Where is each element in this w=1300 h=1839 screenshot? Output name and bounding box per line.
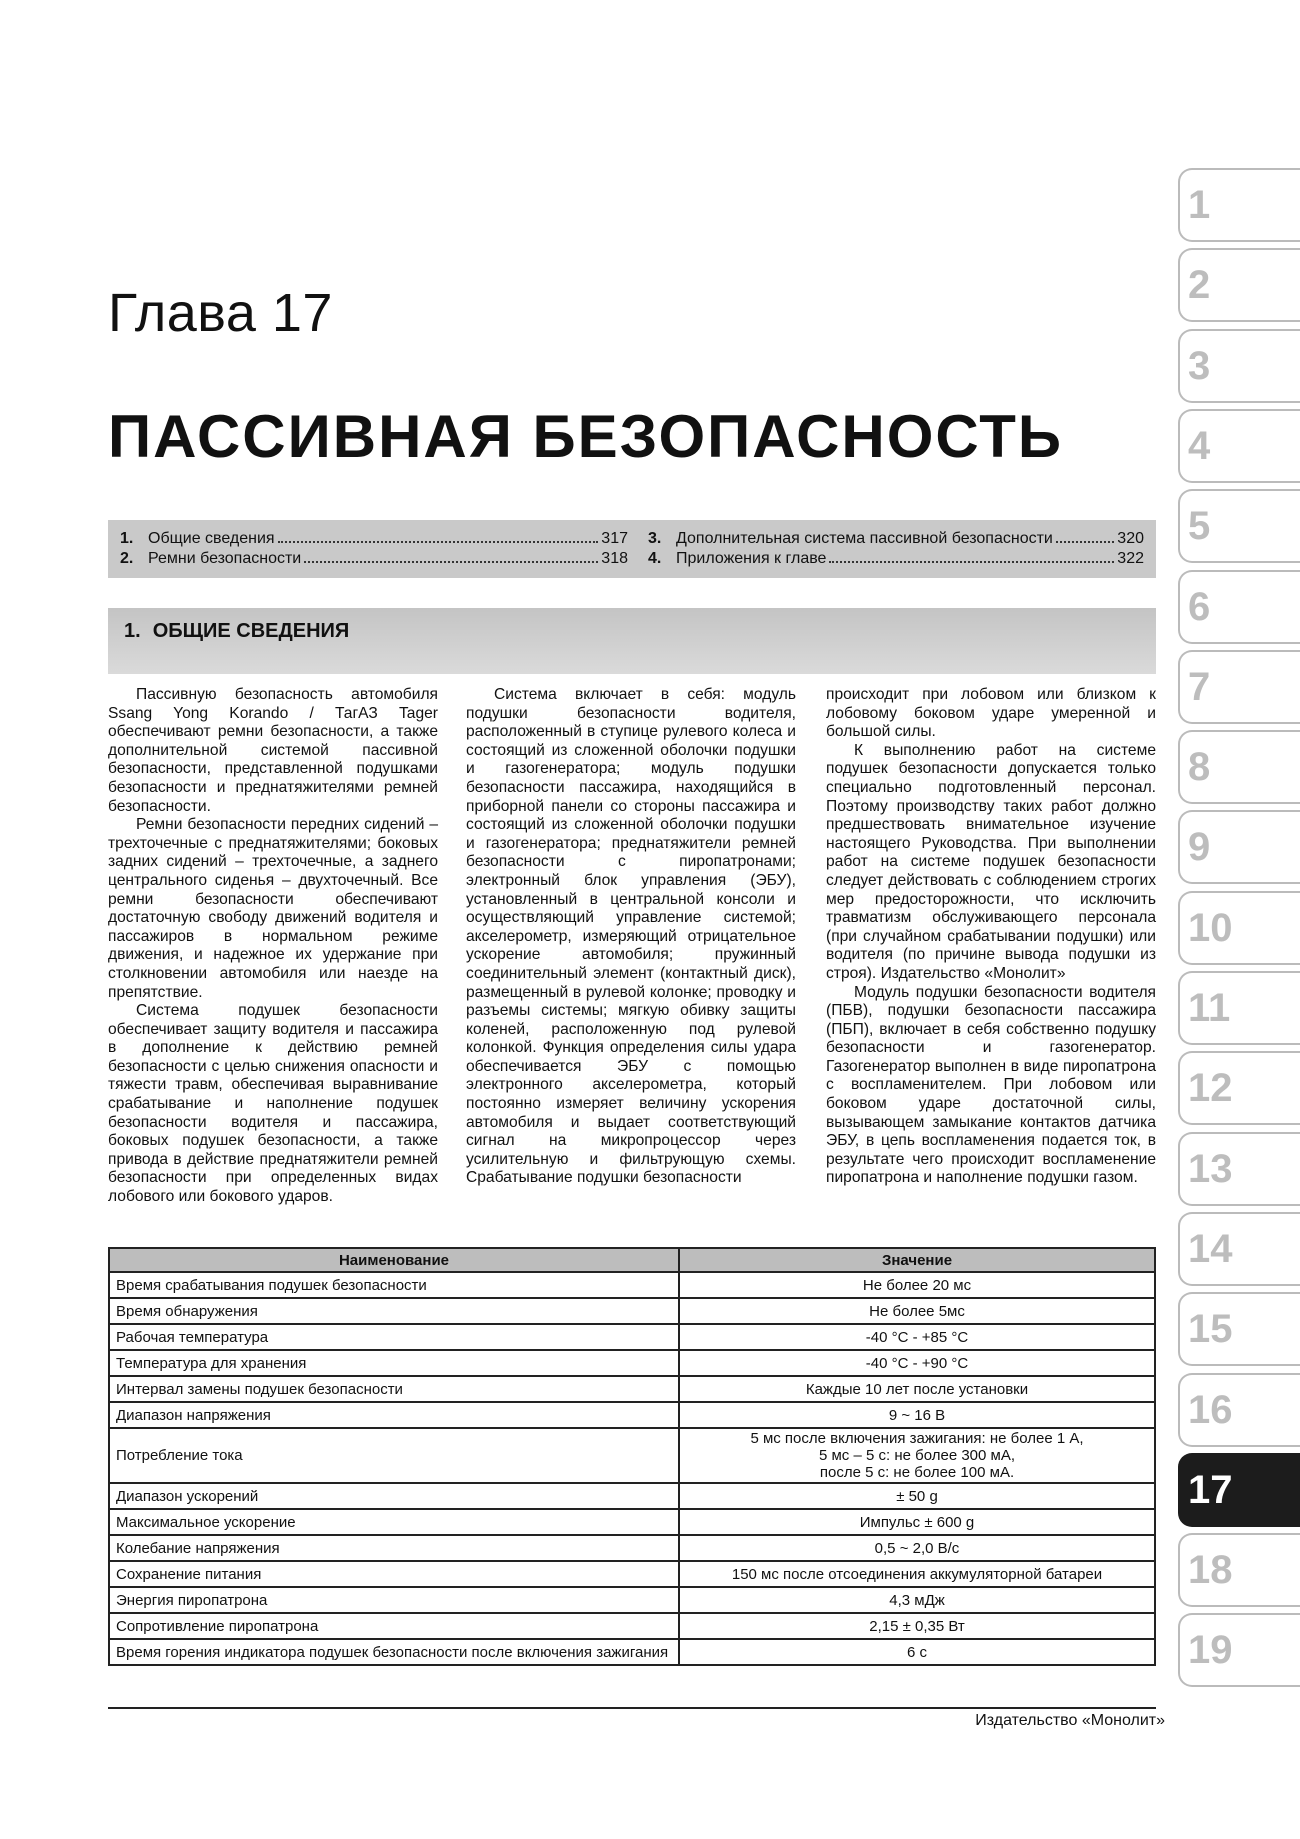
toc-column-right: [648, 530, 1144, 570]
spec-name: Рабочая температура: [109, 1324, 679, 1350]
spec-name: Время горения индикатора подушек безопасности после включения зажигания: [109, 1639, 679, 1665]
section-number: 1.: [124, 620, 141, 642]
table-row: [109, 1324, 1155, 1350]
spec-name: Интервал замены подушек безопасности: [109, 1376, 679, 1402]
spec-name: Время обнаружения: [109, 1298, 679, 1324]
chapter-tab-15[interactable]: 15: [1178, 1292, 1300, 1366]
chapter-tab-2[interactable]: 2: [1178, 248, 1300, 322]
toc-item-page: 317: [601, 530, 628, 547]
chapter-tab-8[interactable]: 8: [1178, 730, 1300, 804]
paragraph: Модуль подушки безопасности водителя (ПБВ), подушки безопасности пассажира (ПБП), включает в себя собственно подушку безопасности и газогенератор. Газогенератор выполнен в виде пиропатрона с воспламенителем. При лобовом или боковом ударе достаточной силы, вызывающем замыкание контактов датчика ЭБУ, в цепь воспламенения подается ток, в результате чего происходит воспламенение пиропатрона и наполнение подушки газом.: [826, 983, 1156, 1187]
toc-item-page: 322: [1117, 550, 1144, 567]
toc-column-left: [120, 530, 628, 570]
toc-item-number: 2.: [120, 550, 134, 567]
toc-leader: [829, 561, 1114, 563]
chapter-title: ПАССИВНАЯ БЕЗОПАСНОСТЬ: [108, 403, 1064, 470]
spec-name: Сохранение питания: [109, 1561, 679, 1587]
toc-item[interactable]: [120, 550, 628, 570]
chapter-tab-17[interactable]: 17: [1178, 1453, 1300, 1527]
table-row: [109, 1272, 1155, 1298]
table-row: [109, 1483, 1155, 1509]
toc-leader: [1056, 541, 1114, 543]
toc-item[interactable]: [648, 550, 1144, 570]
chapter-tab-7[interactable]: 7: [1178, 650, 1300, 724]
toc-leader: [304, 561, 598, 563]
footer-rule: [108, 1707, 1156, 1709]
chapter-tab-19[interactable]: 19: [1178, 1613, 1300, 1687]
spec-name: Диапазон напряжения: [109, 1402, 679, 1428]
toc-item-text: Общие сведения: [148, 530, 275, 547]
table-row: [109, 1376, 1155, 1402]
paragraph: Пассивную безопасность автомобиля Ssang Yong Korando / ТагАЗ Tager обеспечивают ремни безопасности, а также дополнительной системой пассивной безопасности, представленной подушками безопасности и преднатяжителями ремней безопасности.: [108, 686, 438, 815]
table-row: [109, 1613, 1155, 1639]
chapter-tab-5[interactable]: 5: [1178, 489, 1300, 563]
chapter-tab-18[interactable]: 18: [1178, 1533, 1300, 1607]
spec-name: Энергия пиропатрона: [109, 1587, 679, 1613]
spec-name: Температура для хранения: [109, 1350, 679, 1376]
table-row: [109, 1587, 1155, 1613]
table-row: [109, 1561, 1155, 1587]
column-header-value: Значение: [679, 1248, 1155, 1272]
toc-item[interactable]: [120, 530, 628, 550]
toc-item[interactable]: [648, 530, 1144, 550]
table-row: [109, 1350, 1155, 1376]
section-title-text: ОБЩИЕ СВЕДЕНИЯ: [152, 620, 350, 642]
toc-item-number: 1.: [120, 530, 134, 547]
table-row: [109, 1298, 1155, 1324]
toc-item-text: Дополнительная система пассивной безопасности: [676, 530, 1053, 547]
chapter-tab-6[interactable]: 6: [1178, 570, 1300, 644]
chapter-tab-10[interactable]: 10: [1178, 891, 1300, 965]
spec-value: 5 мс после включения зажигания: не более 1 А, 5 мс – 5 с: не более 300 мА, после 5 с: не более 100 мА.: [679, 1428, 1155, 1483]
text-column-1: [108, 686, 438, 1207]
spec-value: ± 50 g: [679, 1483, 1155, 1509]
chapter-tab-12[interactable]: 12: [1178, 1051, 1300, 1125]
paragraph: происходит при лобовом или близком к лобовому боковом ударе умеренной и большой силы.: [826, 686, 1156, 741]
chapter-tab-14[interactable]: 14: [1178, 1212, 1300, 1286]
chapter-label: Глава 17: [108, 283, 333, 343]
spec-name: Время срабатывания подушек безопасности: [109, 1272, 679, 1298]
spec-value: Не более 20 мс: [679, 1272, 1155, 1298]
spec-value: 4,3 мДж: [679, 1587, 1155, 1613]
paragraph: К выполнению работ на системе подушек безопасности допускается только специально подготовленный персонал. Поэтому производству таких работ должно предшествовать внимательное изучение настоящего Руководства. При выполнении работ на системе подушек безопасности следует действовать с соблюдением строгих мер предосторожности, что исключить травматизм обслуживающего персонала (при случайном срабатывании подушки) или водителя (по причине вывода подушки из строя). Издательство «Монолит»: [826, 741, 1156, 982]
paragraph: Система подушек безопасности обеспечивает защиту водителя и пассажира в дополнение к действию ремней безопасности с целью снижения опасности и тяжести травм, обеспечивая выравнивание срабатывание и наполнение подушек безопасности водителя и пассажира, боковых подушек безопасности, а также привода в действие преднатяжители ремней безопасности при определенных видах лобового или бокового ударов.: [108, 1002, 438, 1206]
column-header-name: Наименование: [109, 1248, 679, 1272]
toc-item-page: 318: [601, 550, 628, 567]
chapter-tab-11[interactable]: 11: [1178, 971, 1300, 1045]
spec-value: 2,15 ± 0,35 Вт: [679, 1613, 1155, 1639]
chapter-tab-16[interactable]: 16: [1178, 1373, 1300, 1447]
spec-value: -40 °С - +90 °С: [679, 1350, 1155, 1376]
spec-name: Потребление тока: [109, 1428, 679, 1483]
toc-leader: [278, 541, 599, 543]
table-row: [109, 1639, 1155, 1665]
toc-item-text: Ремни безопасности: [148, 550, 302, 567]
paragraph: Система включает в себя: модуль подушки безопасности водителя, расположенный в ступице рулевого колеса и состоящий из сложенной оболочки подушки и газогенератора; модуль подушки безопасности пассажира, находящийся в приборной панели со стороны пассажира и состоящий из сложенной оболочки подушки и газогенератора; преднатяжители ремней безопасности с пиропатронами; электронный блок управления (ЭБУ), установленный в центральной консоли и осуществляющий управление системой; акселерометр, измеряющий отрицательное ускорение автомобиля; пружинный соединительный элемент (контактный диск), размещенный в рулевой колонке; проводку и разъемы системы; мягкую обивку защиты коленей, расположенную под рулевой колонкой. Функция определения силы удара обеспечивается ЭБУ с помощью электронного акселерометра, который постоянно измеряет величину ускорения автомобиля и выдает соответствующий сигнал на микропроцессор через усилительную и фильтрующую схемы. Срабатывание подушки безопасности: [466, 686, 796, 1187]
spec-value: 150 мс после отсоединения аккумуляторной батареи: [679, 1561, 1155, 1587]
toc-item-number: 3.: [648, 530, 662, 547]
chapter-tab-13[interactable]: 13: [1178, 1132, 1300, 1206]
spec-name: Диапазон ускорений: [109, 1483, 679, 1509]
spec-value: Каждые 10 лет после установки: [679, 1376, 1155, 1402]
table-row: [109, 1428, 1155, 1483]
table-row: [109, 1535, 1155, 1561]
table-header-row: [109, 1248, 1155, 1272]
chapter-tab-3[interactable]: 3: [1178, 329, 1300, 403]
toc-item-text: Приложения к главе: [676, 550, 827, 567]
text-column-3: [826, 686, 1156, 1188]
spec-value: 0,5 ~ 2,0 В/с: [679, 1535, 1155, 1561]
spec-value: 9 ~ 16 В: [679, 1402, 1155, 1428]
table-row: [109, 1509, 1155, 1535]
spec-value: Не более 5мс: [679, 1298, 1155, 1324]
publisher-footer: Издательство «Монолит»: [975, 1712, 1165, 1729]
table-of-contents: [108, 520, 1156, 578]
paragraph: Ремни безопасности передних сидений – трехточечные с преднатяжителями; боковых задних сидений – трехточечные, а заднего центрального сиденья – двухточечный. Все ремни безопасности обеспечивают достаточную свободу движений водителя и пассажиров в нормальном режиме движения, и надежное их удержание при столкновении автомобиля или наезде на препятствие.: [108, 816, 438, 1001]
toc-item-page: 320: [1117, 530, 1144, 547]
spec-value: Импульс ± 600 g: [679, 1509, 1155, 1535]
toc-item-number: 4.: [648, 550, 662, 567]
spec-value: -40 °С - +85 °С: [679, 1324, 1155, 1350]
chapter-tab-1[interactable]: 1: [1178, 168, 1300, 242]
specifications-table: [108, 1247, 1156, 1666]
spec-name: Максимальное ускорение: [109, 1509, 679, 1535]
spec-value: 6 с: [679, 1639, 1155, 1665]
spec-name: Сопротивление пиропатрона: [109, 1613, 679, 1639]
spec-name: Колебание напряжения: [109, 1535, 679, 1561]
text-column-2: [466, 686, 796, 1188]
chapter-tab-4[interactable]: 4: [1178, 409, 1300, 483]
section-title: [124, 620, 349, 643]
chapter-tab-9[interactable]: 9: [1178, 810, 1300, 884]
table-row: [109, 1402, 1155, 1428]
